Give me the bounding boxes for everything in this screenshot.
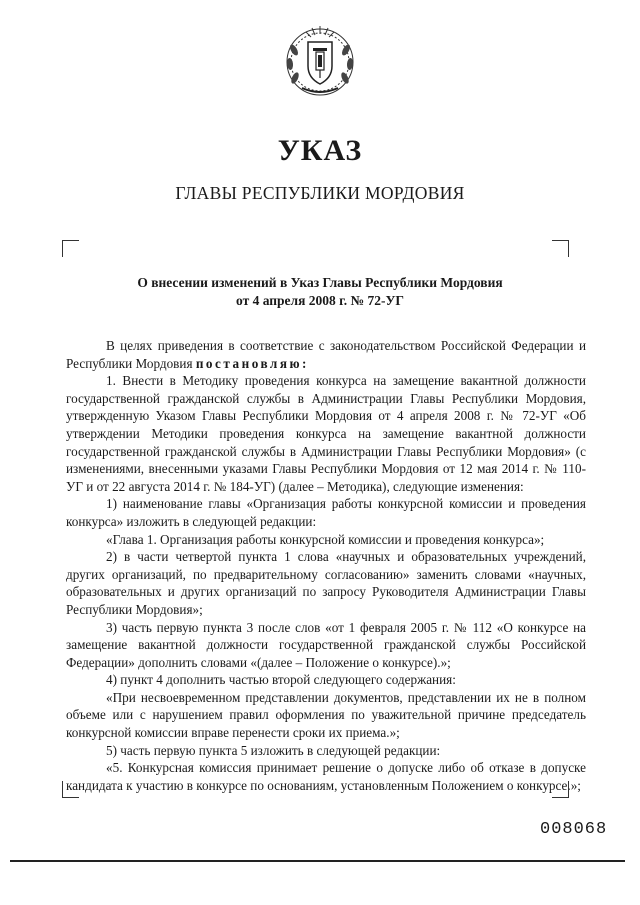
paragraph-8: 5) часть первую пункта 5 изложить в следующей редакции: — [106, 742, 441, 758]
heading-line-2: от 4 апреля 2008 г. № 72-УГ — [236, 293, 404, 308]
heading-line-1: О внесении изменений в Указ Главы Республики Мордовия — [137, 275, 503, 290]
page-bottom-rule — [10, 860, 625, 862]
paragraph-4: 2) в части четвертой пункта 1 слова «научных и образовательных учреждений, других организаций, по предварительному согласованию» заменить словами «научных, образовательных и других организаций по запросу Руководителя Администрации Главы Республики Мордовия»; — [66, 549, 586, 617]
corner-mark-bottom-right — [552, 781, 569, 798]
corner-mark-bottom-left — [62, 781, 79, 798]
preamble-text: В целях приведения в соответствие с законодательством Российской Федерации и Республики Мордовия — [66, 338, 586, 371]
decree-title: УКАЗ — [277, 134, 363, 167]
corner-mark-top-right — [552, 240, 569, 257]
decree-body — [66, 337, 586, 794]
paragraph-7: «При несвоевременном представлении документов, представлении их не в полном объеме или с нарушением правил оформления по уважительной причине председатель конкурсной комиссии вправе перенести сроки их приема.»; — [66, 689, 586, 741]
mordovia-coat-of-arms-icon — [280, 22, 360, 98]
paragraph-2: 1) наименование главы «Организация работы конкурсной комиссии и проведения конкурса» изложить в следующей редакции: — [66, 496, 586, 529]
paragraph-3: «Глава 1. Организация работы конкурсной комиссии и проведения конкурса»; — [106, 531, 545, 547]
paragraph-1: 1. Внести в Методику проведения конкурса на замещение вакантной должности государственной гражданской службы в Администрации Главы Республики Мордовия, утвержденную Указом Главы Республики Мордовия от 4 апреля 2008 г. № 72-УГ «Об утверждении Методики проведения конкурса на замещение вакантной должности государственной гражданской службы в Администрации Главы Республики Мордовия» (с изменениями, внесенными указами Главы Республики Мордовия от 12 мая 2014 г. № 110-УГ и от 22 августа 2014 г. № 184-УГ) (далее – Методика), следующие изменения: — [66, 373, 586, 494]
paragraph-5: 3) часть первую пункта 3 после слов «от 1 февраля 2005 г. № 112 «О конкурсе на замещение вакантной должности государственной гражданской службы Российской Федерации» дополнить словами «(далее – Положение о конкурсе).»; — [66, 619, 586, 670]
preamble-decree-word: постановляю: — [195, 355, 309, 371]
paragraph-preamble — [66, 337, 586, 372]
corner-mark-top-left — [62, 240, 79, 257]
document-serial-number: 008068 — [540, 820, 608, 839]
decree-heading — [60, 274, 580, 310]
paragraph-6: 4) пункт 4 дополнить частью второй следующего содержания: — [106, 672, 456, 688]
paragraph-9: «5. Конкурсная комиссия принимает решение о допуске либо об отказе в допуске кандидата к участию в конкурсе по основаниям, установленным Положением о конкурсе.»; — [66, 760, 586, 793]
decree-subtitle: ГЛАВЫ РЕСПУБЛИКИ МОРДОВИЯ — [175, 183, 465, 203]
